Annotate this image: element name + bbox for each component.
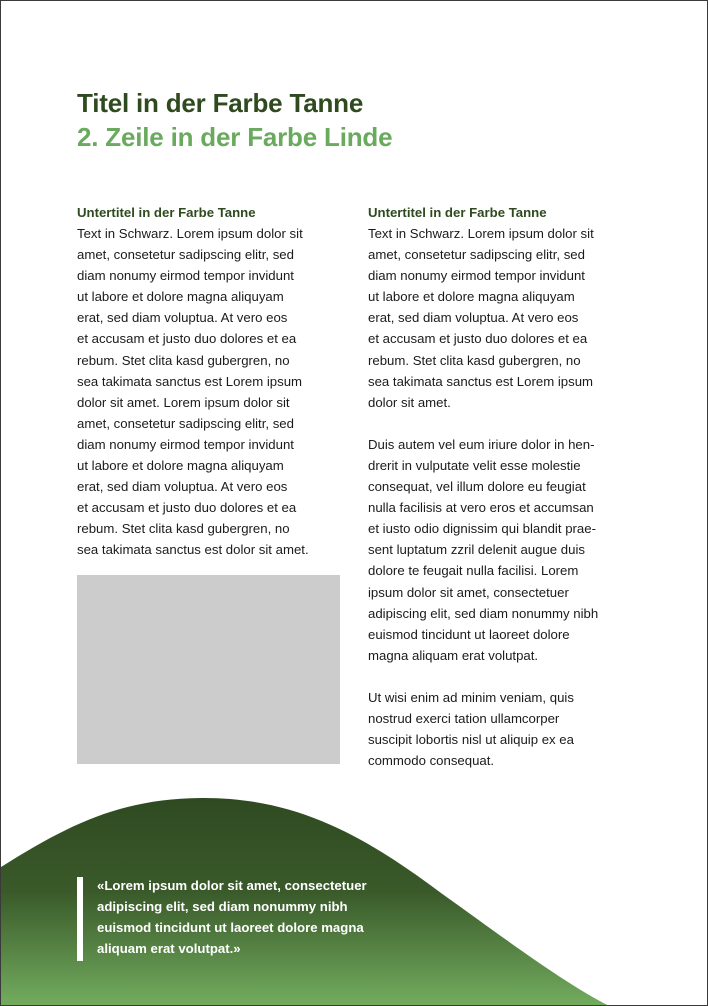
title-block [77, 87, 637, 155]
page-title: Titel in der Farbe Tanne [77, 88, 364, 118]
page-title-second-line: 2. Zeile in der Farbe Linde [77, 122, 393, 152]
quote-bar [77, 877, 83, 961]
right-paragraph-3: Ut wisi enim ad minim veniam, quis nostrud exerci tation ullamcorper suscipit lobortis nisl ut aliquip ex ea commodo consequat. [368, 689, 574, 769]
quote-text: «Lorem ipsum dolor sit amet, consectetuer adipiscing elit, sed diam nonummy nibh euismod tincidunt ut laoreet dolore magna aliquam erat volutpat.» [97, 878, 367, 956]
image-placeholder [77, 575, 340, 764]
right-subtitle: Untertitel in der Farbe Tanne [368, 205, 547, 220]
right-column [368, 202, 636, 771]
right-paragraph-2: Duis autem vel eum iriure dolor in hen- drerit in vulputate velit esse molestie consequat, vel illum dolore eu feugiat nulla facilisis at vero eros et accumsan et iusto odio dignissim qui blandit prae- sent luptatum zzril delenit augue duis dolore te feugait nulla facilisi. Lorem ipsum dolor sit amet, consectetuer adipiscing elit, sed diam nonummy nibh euismod tincidunt ut laoreet dolore magna aliquam erat volutpat. [368, 436, 599, 663]
right-paragraph-1: Text in Schwarz. Lorem ipsum dolor sit amet, consetetur sadipscing elitr, sed diam nonumy eirmod tempor invidunt ut labore et dolore magna aliquyam erat, sed diam voluptua. At vero eos et accusam et justo duo dolores et ea rebum. Stet clita kasd gubergren, no sea takimata sanctus est Lorem ipsum dolor sit amet. [368, 226, 594, 410]
left-body-text: Text in Schwarz. Lorem ipsum dolor sit amet, consetetur sadipscing elitr, sed diam nonumy eirmod tempor invidunt ut labore et dolore magna aliquyam erat, sed diam voluptua. At vero eos et accusam et justo duo dolores et ea rebum. Stet clita kasd gubergren, no sea takimata sanctus est Lorem ipsum dolor sit amet. Lorem ipsum dolor sit amet, consetetur sadipscing elitr, sed diam nonumy eirmod tempor invidunt ut labore et dolore magna aliquyam erat, sed diam voluptua. At vero eos et accusam et justo duo dolores et ea rebum. Stet clita kasd gubergren, no sea takimata sanctus est dolor sit amet. [77, 226, 309, 558]
pull-quote [77, 875, 417, 961]
left-column [77, 202, 345, 561]
left-subtitle: Untertitel in der Farbe Tanne [77, 205, 256, 220]
